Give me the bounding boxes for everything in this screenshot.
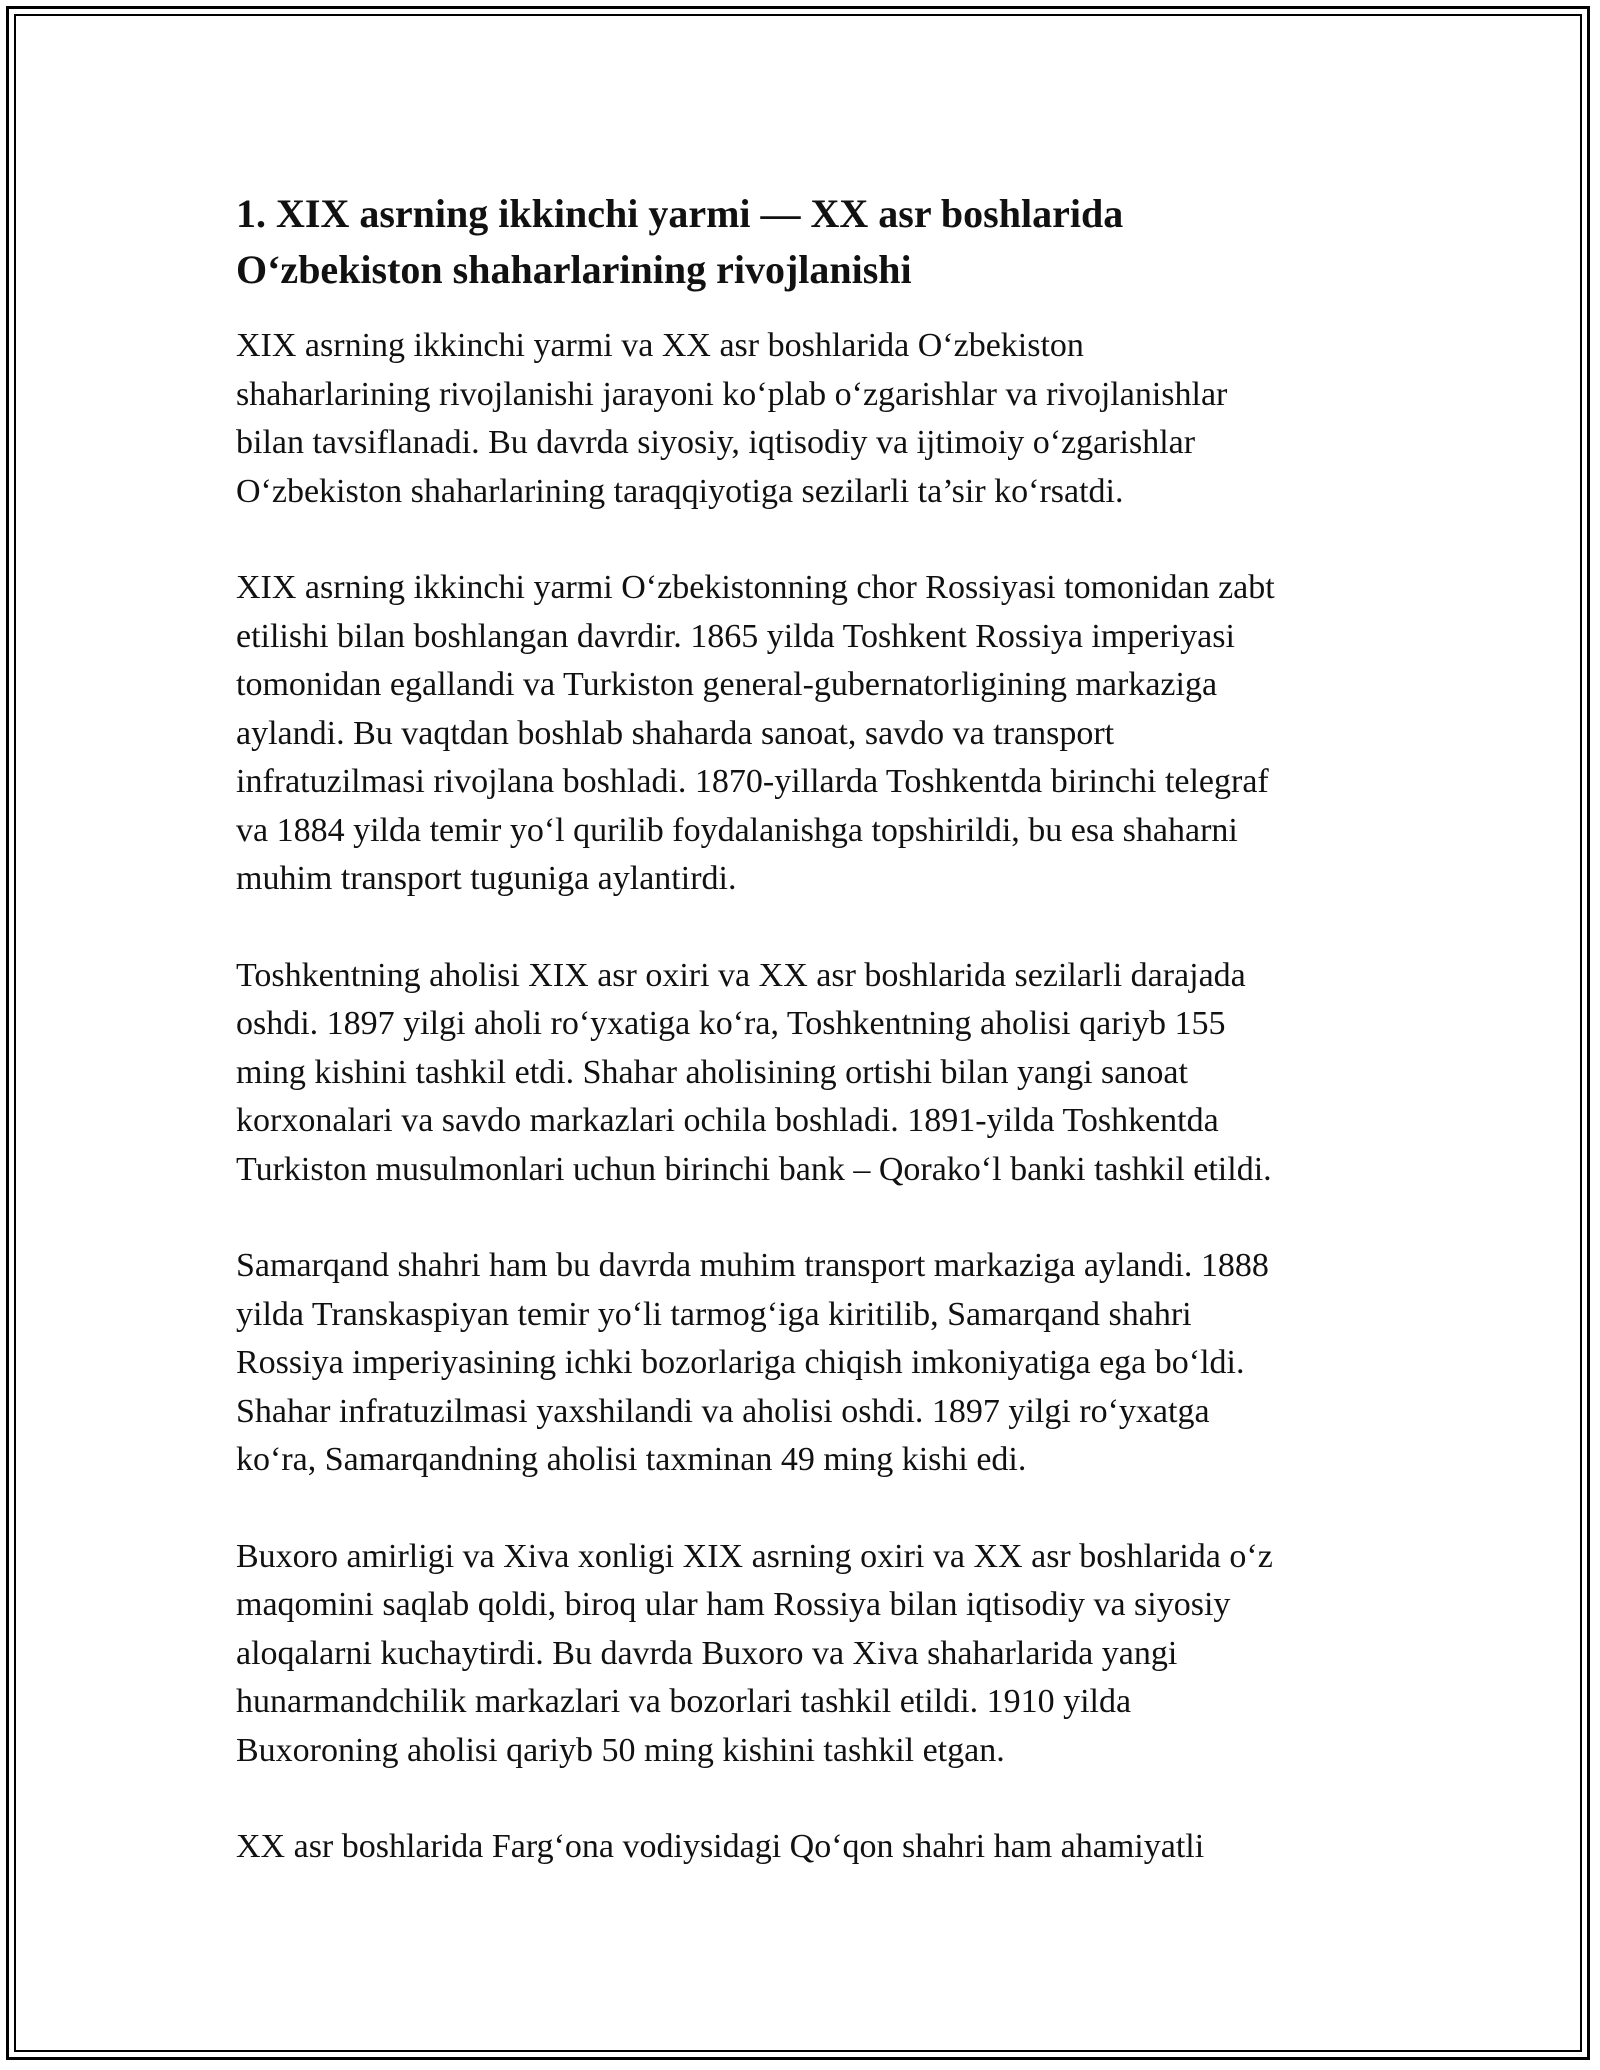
text-line: Samarqand shahri ham bu davrda muhim transport markaziga aylandi. 1888 bbox=[236, 1247, 1269, 1284]
text-line: korxonalari va savdo markazlari ochila boshladi. 1891-yilda Toshkentda bbox=[236, 1102, 1219, 1139]
paragraph-tashkent-population bbox=[236, 952, 1376, 1195]
heading-line: 1. XIX asrning ikkinchi yarmi — XX asr boshlarida bbox=[236, 191, 1124, 236]
text-line: aloqalarni kuchaytirdi. Bu davrda Buxoro va Xiva shaharlarida yangi bbox=[236, 1634, 1178, 1672]
text-line: etilishi bilan boshlangan davrdir. 1865 yilda Toshkent Rossiya imperiyasi bbox=[236, 617, 1235, 655]
text-line: muhim transport tuguniga aylantirdi. bbox=[236, 860, 737, 897]
text-line: Buxoro amirligi va Xiva xonligi XIX asrning oxiri va XX asr boshlarida o‘z bbox=[236, 1537, 1273, 1575]
section-heading bbox=[236, 186, 1376, 298]
paragraph-kokand bbox=[236, 1823, 1376, 1872]
text-line: XIX asrning ikkinchi yarmi O‘zbekistonning chor Rossiyasi tomonidan zabt bbox=[236, 569, 1275, 606]
text-line: Rossiya imperiyasining ichki bozorlariga chiqish imkoniyatiga ega bo‘ldi. bbox=[236, 1344, 1245, 1381]
text-line: va 1884 yilda temir yo‘l qurilib foydalanishga topshirildi, bu esa shaharni bbox=[236, 811, 1238, 849]
text-line: ming kishini tashkil etdi. Shahar aholisining ortishi bilan yangi sanoat bbox=[236, 1053, 1188, 1091]
text-line: shaharlarining rivojlanishi jarayoni ko‘plab o‘zgarishlar va rivojlanishlar bbox=[236, 375, 1228, 413]
text-line: Turkiston musulmonlari uchun birinchi bank – Qorako‘l banki tashkil etildi. bbox=[236, 1150, 1272, 1188]
paragraph-intro bbox=[236, 322, 1376, 516]
text-line: aylandi. Bu vaqtdan boshlab shaharda sanoat, savdo va transport bbox=[236, 714, 1115, 752]
text-line: Toshkentning aholisi XIX asr oxiri va XX asr boshlarida sezilarli darajada bbox=[236, 956, 1246, 994]
heading-line: O‘zbekiston shaharlarining rivojlanishi bbox=[236, 247, 912, 292]
text-line: oshdi. 1897 yilgi aholi ro‘yxatiga ko‘ra, Toshkentning aholisi qariyb 155 bbox=[236, 1005, 1226, 1042]
paragraph-bukhara-khiva bbox=[236, 1533, 1376, 1776]
text-line: infratuzilmasi rivojlana boshladi. 1870-yillarda Toshkentda birinchi telegraf bbox=[236, 763, 1269, 800]
text-line: hunarmandchilik markazlari va bozorlari tashkil etildi. 1910 yilda bbox=[236, 1683, 1132, 1720]
text-line: maqomini saqlab qoldi, biroq ular ham Rossiya bilan iqtisodiy va siyosiy bbox=[236, 1586, 1231, 1623]
document-body bbox=[236, 186, 1376, 1920]
text-line: tomonidan egallandi va Turkiston general-gubernatorligining markaziga bbox=[236, 666, 1218, 703]
text-line: bilan tavsiflanadi. Bu davrda siyosiy, iqtisodiy va ijtimoiy o‘zgarishlar bbox=[236, 424, 1196, 461]
text-line: XIX asrning ikkinchi yarmi va XX asr boshlarida O‘zbekiston bbox=[236, 327, 1084, 364]
paragraph-russian-conquest bbox=[236, 564, 1376, 904]
text-line: XX asr boshlarida Farg‘ona vodiysidagi Qo‘qon shahri ham ahamiyatli bbox=[236, 1828, 1205, 1865]
text-line: Buxoroning aholisi qariyb 50 ming kishini tashkil etgan. bbox=[236, 1731, 1005, 1769]
text-line: yilda Transkaspiyan temir yo‘li tarmog‘iga kiritilib, Samarqand shahri bbox=[236, 1295, 1192, 1333]
text-line: Shahar infratuzilmasi yaxshilandi va aholisi oshdi. 1897 yilgi ro‘yxatga bbox=[236, 1392, 1210, 1430]
paragraph-samarkand bbox=[236, 1242, 1376, 1485]
text-line: ko‘ra, Samarqandning aholisi taxminan 49 ming kishi edi. bbox=[236, 1441, 1027, 1478]
text-line: O‘zbekiston shaharlarining taraqqiyotiga sezilarli ta’sir ko‘rsatdi. bbox=[236, 472, 1124, 510]
